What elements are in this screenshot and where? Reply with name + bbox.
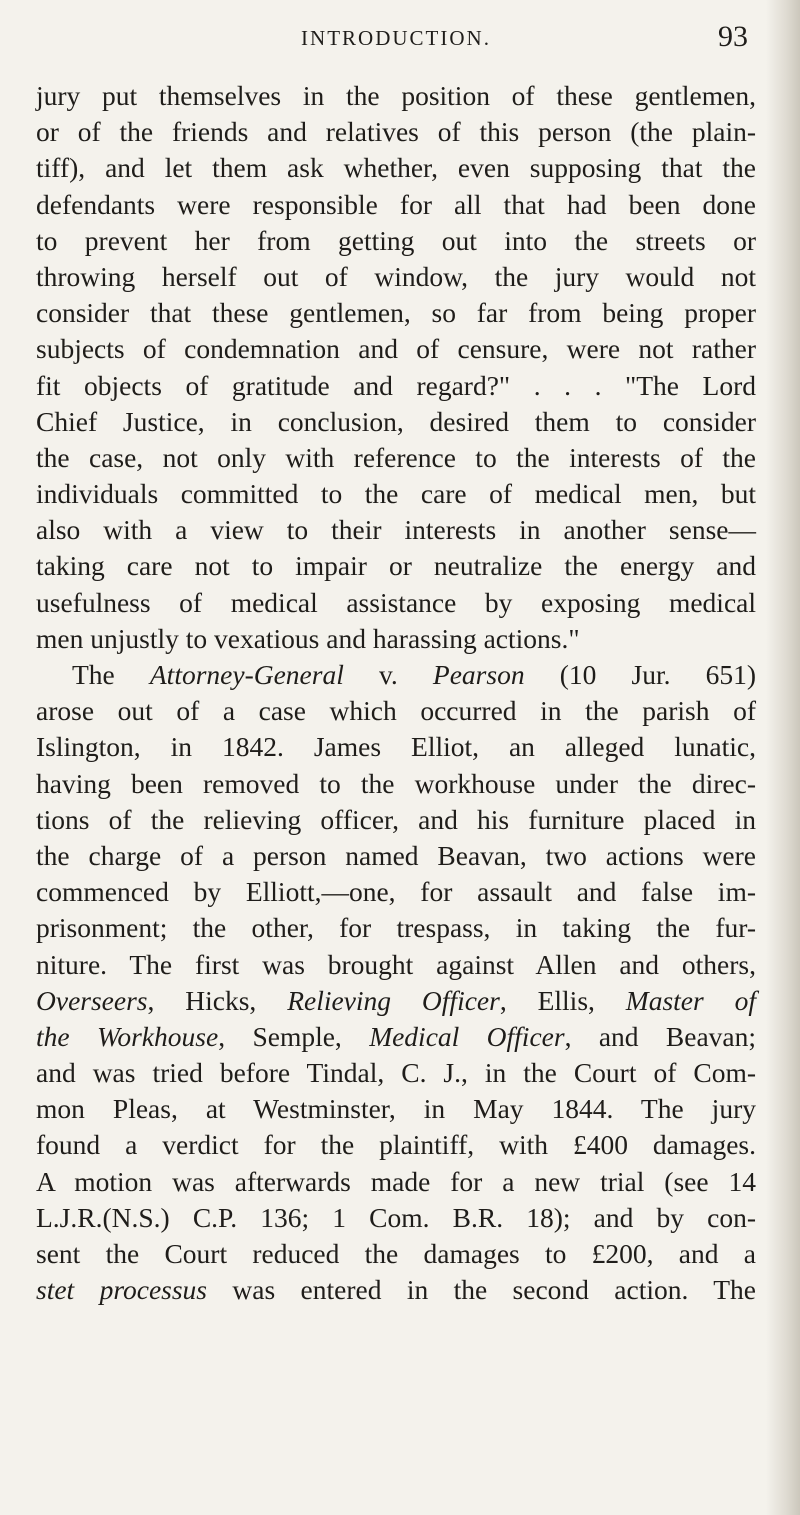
italic-run: stet processus (36, 1274, 208, 1306)
text-run: was entered in the second action. The (207, 1274, 756, 1306)
page-edge-shadow (766, 0, 800, 1515)
running-head (36, 20, 756, 60)
page-number: 93 (718, 20, 748, 53)
text-line: Chief Justice, in conclusion, desired them to consider (36, 405, 756, 437)
text-line: or of the friends and relatives of this person (the plain- (36, 116, 756, 148)
text-line: commenced by Elliott,—one, for assault and false im- (36, 876, 756, 908)
text-line: throwing herself out of window, the jury would not (36, 260, 756, 292)
text-run: The (72, 659, 150, 690)
text-run: v. (343, 659, 433, 690)
text-line: mon Pleas, at Westminster, in May 1844. The jury (36, 1093, 756, 1125)
text-line-mixed (36, 983, 756, 1019)
text-line: consider that these gentlemen, so far from being proper (36, 297, 756, 329)
text-line: arose out of a case which occurred in the parish of (36, 695, 756, 727)
text-line-mixed (36, 1019, 756, 1055)
text-line: found a verdict for the plaintiff, with £400 damages. (36, 1129, 756, 1161)
body-text (36, 78, 756, 1308)
case-name-italic: Pearson (432, 659, 525, 690)
text-line: fit objects of gratitude and regard?" . . . "The Lord (36, 369, 756, 401)
text-line: tions of the relieving officer, and his furniture placed in (36, 803, 756, 835)
text-run: (10 Jur. 651) (524, 659, 756, 690)
text-run: , Semple, (218, 1020, 370, 1052)
italic-run: the Workhouse (36, 1020, 219, 1052)
text-line: jury put themselves in the position of these gentlemen, (36, 80, 756, 111)
text-line: Islington, in 1842. James Elliot, an alleged lunatic, (36, 731, 756, 763)
text-line: and was tried before Tindal, C. J., in the Court of Com- (36, 1057, 756, 1089)
text-line: the charge of a person named Beavan, two actions were (36, 839, 756, 871)
text-line: taking care not to impair or neutralize the energy and (36, 550, 756, 582)
text-line: A motion was afterwards made for a new trial (see 14 (36, 1165, 756, 1197)
text-line: the case, not only with reference to the interests of the (36, 441, 756, 473)
text-line: niture. The first was brought against Allen and others, (36, 948, 756, 980)
text-line-case-citation (36, 657, 756, 693)
italic-run: Relieving Officer (287, 984, 500, 1016)
text-run: , and Beavan; (564, 1020, 756, 1052)
text-line: individuals committed to the care of medical men, but (36, 478, 756, 510)
text-line-mixed (36, 1272, 756, 1308)
text-line: usefulness of medical assistance by exposing medical (36, 586, 756, 618)
text-line: subjects of condemnation and of censure, were not rather (36, 333, 756, 365)
running-title: INTRODUCTION. (301, 26, 491, 50)
text-line: L.J.R.(N.S.) C.P. 136; 1 Com. B.R. 18); and by con- (36, 1201, 756, 1233)
text-line: prisonment; the other, for trespass, in taking the fur- (36, 912, 756, 944)
text-line: having been removed to the workhouse under the direc- (36, 767, 756, 799)
text-line: men unjustly to vexatious and harassing actions." (36, 622, 580, 654)
italic-run: Medical Officer (369, 1020, 565, 1052)
case-name-italic: Attorney-General (149, 659, 344, 690)
text-line: defendants were responsible for all that had been done (36, 188, 756, 220)
text-line: to prevent her from getting out into the streets or (36, 224, 756, 256)
text-line: also with a view to their interests in another sense— (36, 514, 756, 546)
text-run: , Hicks, (147, 984, 288, 1016)
text-run: , Ellis, (499, 984, 626, 1016)
italic-run: Master of (625, 984, 756, 1016)
text-line: tiff), and let them ask whether, even supposing that the (36, 152, 756, 184)
italic-run: Overseers (36, 984, 148, 1016)
text-line: sent the Court reduced the damages to £200, and a (36, 1238, 756, 1269)
